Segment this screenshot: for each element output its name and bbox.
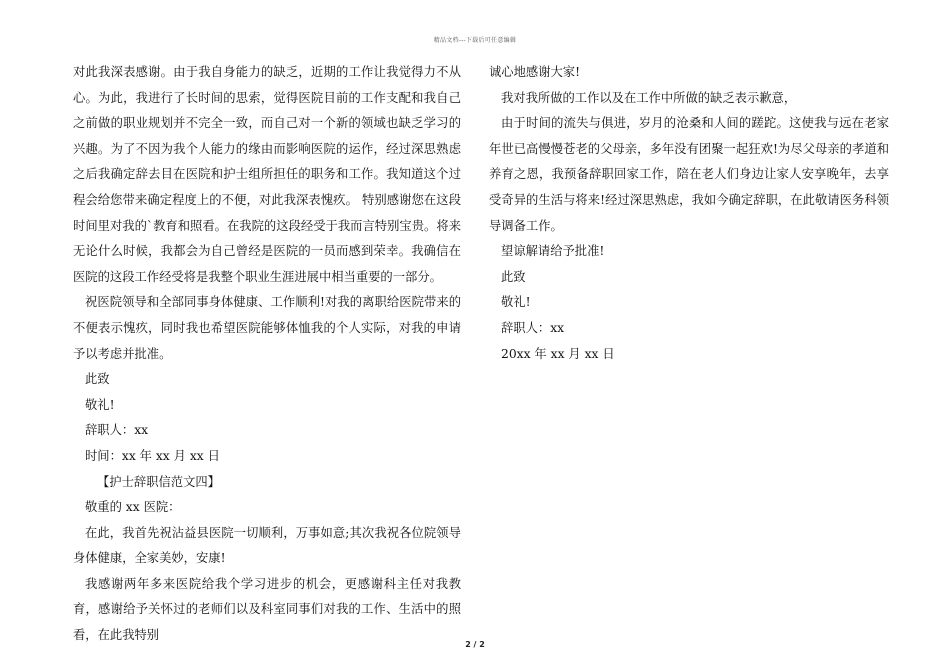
paragraph: 祝医院领导和全部同事身体健康、工作顺利!对我的离职给医院带来的不便表示愧疚，同时我也希望医院能够体恤我的个人实际，对我的申请予以考虑并批准。 — [73, 295, 461, 361]
right-column — [489, 60, 889, 367]
greeting-line: 敬重的 xx 医院： — [85, 500, 181, 515]
signature-line: 辞职人：xx — [501, 320, 565, 335]
paragraph: 由于时间的流失与俱进，岁月的沧桑和人间的蹉跎。这使我与远在老家年世已高慢慢苍老的父母亲，多年没有团聚一起狂欢!为尽父母亲的孝道和养育之恩，我预备辞职回家工作，陪在老人们身边让家人安享晚年，去享受奇异的生活与将来!经过深思熟虑，我如今确定辞职，在此敬请医务科领导调备工作。 — [489, 116, 889, 233]
paragraph: 对此我深表感谢。由于我自身能力的缺乏，近期的工作让我觉得力不从心。为此，我进行了长时间的思索，觉得医院目前的工作支配和我自己之前做的职业规划并不完全一致，而自己对一个新的领域也缺乏学习的兴趣。为了不因为我个人能力的缘由而影响医院的运作，经过深思熟虑之后我确定辞去目在医院和护士组所担任的职务和工作。我知道这个过程会给您带来确定程度上的不便，对此我深表愧疚。 特别感谢您在这段时间里对我的`教育和照看。在我院的这段经受于我而言特别宝贵。将来无论什么时候，我都会为自己曾经是医院的一员而感到荣幸。我确信在医院的这段工作经受将是我整个职业生涯进展中相当重要的一部分。 — [73, 65, 461, 284]
paragraph: 我对我所做的工作以及在工作中所做的缺乏表示歉意， — [501, 90, 797, 105]
section-heading: 【护士辞职信范文四】 — [97, 474, 220, 489]
left-column — [73, 60, 461, 649]
paragraph: 诚心地感谢大家! — [489, 65, 581, 79]
paragraph: 我感谢两年多来医院给我个学习进步的机会，更感谢科主任对我教育，感谢给予关怀过的老师们以及科室同事们对我的工作、生活中的照看，在此我特别 — [73, 576, 461, 643]
page-number: 2 / 2 — [465, 640, 485, 649]
page-header: 精品文档---下载后可任意编辑 — [433, 37, 517, 44]
paragraph: 望谅解请给予批准! — [501, 244, 605, 259]
date-line: 时间：xx 年 xx 月 xx 日 — [85, 448, 220, 463]
closing-salutation: 此致 — [501, 269, 526, 284]
signature-line: 辞职人：xx — [85, 423, 149, 438]
closing-salutation: 此致 — [85, 372, 110, 387]
paragraph: 在此，我首先祝沾益县医院一切顺利，万事如意;其次我祝各位院领导身体健康，全家美妙，安康! — [73, 525, 461, 566]
closing-regards: 敬礼! — [85, 397, 115, 412]
closing-regards: 敬礼! — [501, 295, 531, 310]
date-line: 20xx 年 xx 月 xx 日 — [501, 346, 615, 361]
